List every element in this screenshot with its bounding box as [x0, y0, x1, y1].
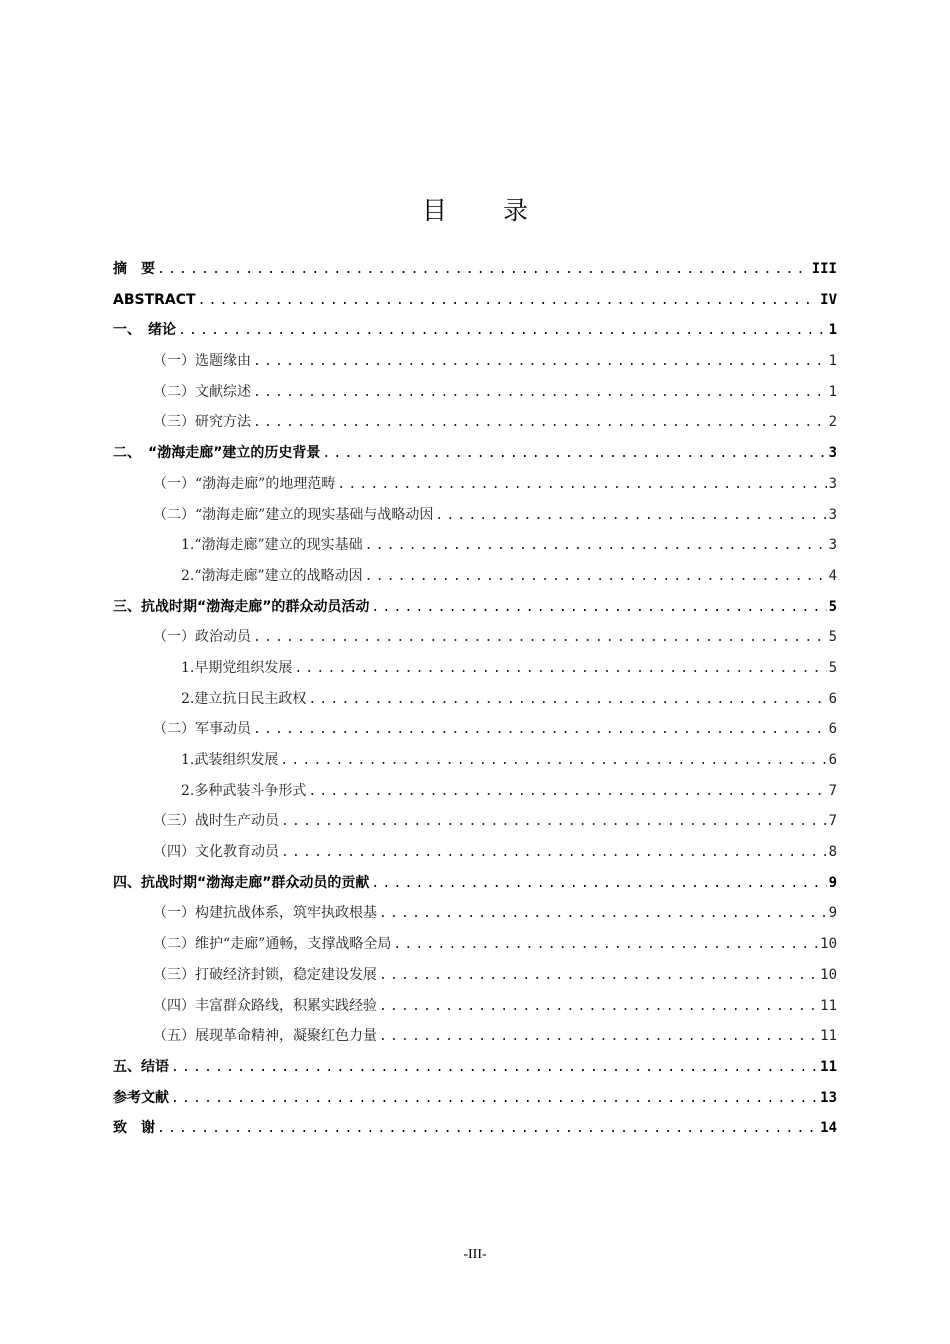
page-title: 目 录	[422, 196, 552, 225]
toc-entry[interactable]	[113, 624, 837, 655]
toc-entry-label: 2.建立抗日民主政权	[181, 690, 307, 707]
toc-leader-dots	[294, 656, 826, 682]
toc-entry[interactable]	[113, 1023, 837, 1054]
toc-entry[interactable]	[113, 686, 837, 717]
toc-leader-dots	[365, 533, 827, 559]
toc-entry-label: 四、抗战时期“渤海走廊”群众动员的贡献	[113, 874, 370, 891]
toc-entry-label: 2.“渤海走廊”建立的战略动因	[181, 567, 363, 584]
toc-entry-page: 5	[828, 659, 837, 676]
toc-entry-label: （三）战时生产动员	[153, 813, 279, 830]
toc-leader-dots	[371, 595, 826, 621]
toc-entry[interactable]	[113, 808, 837, 839]
toc-entry[interactable]	[113, 931, 837, 962]
toc-entry[interactable]	[113, 1115, 837, 1146]
toc-leader-dots	[435, 503, 826, 529]
toc-entry-page: 9	[828, 874, 837, 891]
toc-entry-label: 2.多种武装斗争形式	[181, 782, 307, 799]
toc-entry[interactable]	[113, 440, 837, 471]
toc-leader-dots	[280, 748, 826, 774]
toc-entry-label: （一）政治动员	[153, 629, 251, 646]
toc-entry[interactable]	[113, 716, 837, 747]
toc-leader-dots	[171, 1055, 818, 1081]
toc-entry[interactable]	[113, 563, 837, 594]
toc-entry[interactable]	[113, 471, 837, 502]
toc-entry-label: （二）“渤海走廊”建立的现实基础与战略动因	[153, 506, 434, 523]
toc-entry-page: 14	[820, 1120, 837, 1137]
toc-leader-dots	[253, 625, 827, 651]
toc-entry-page: 1	[828, 322, 837, 339]
toc-leader-dots	[322, 441, 826, 467]
toc-entry[interactable]	[113, 778, 837, 809]
toc-entry-label: （四）丰富群众路线，积累实践经验	[153, 997, 377, 1014]
toc-entry-page: 7	[828, 782, 837, 799]
toc-leader-dots	[253, 380, 827, 406]
toc-entry-label: （二）文献综述	[153, 383, 251, 400]
toc-leader-dots	[253, 349, 827, 375]
toc-leader-dots	[337, 472, 826, 498]
toc-entry-label: 三、抗战时期“渤海走廊”的群众动员活动	[113, 598, 370, 615]
toc-entry[interactable]	[113, 962, 837, 993]
toc-entry-page: 5	[828, 629, 837, 646]
toc-entry-page: III	[811, 261, 837, 277]
toc-entry-label: ABSTRACT	[113, 291, 196, 308]
toc-entry-page: 11	[820, 1028, 837, 1045]
toc-leader-dots	[281, 840, 827, 866]
toc-leader-dots	[379, 963, 818, 989]
toc-entry-label: （一）选题缘由	[153, 353, 251, 370]
toc-entry-label: 参考文献	[113, 1089, 169, 1106]
toc-entry-page: 13	[820, 1089, 837, 1106]
toc-entry[interactable]	[113, 256, 837, 287]
toc-entry[interactable]	[113, 1054, 837, 1085]
toc-entry-page: 4	[828, 567, 837, 584]
toc-leader-dots	[379, 994, 818, 1020]
page-number-footer: -III-	[463, 1247, 487, 1262]
toc-entry-label: （二）维护“走廊”通畅，支撑战略全局	[153, 936, 392, 953]
toc-entry[interactable]	[113, 317, 837, 348]
toc-entry-label: 1.武装组织发展	[181, 752, 279, 768]
toc-entry-page: 5	[828, 598, 837, 615]
toc-entry-page: 9	[828, 905, 837, 922]
toc-leader-dots	[308, 687, 826, 713]
toc-entry[interactable]	[113, 532, 837, 563]
toc-entry-page: 3	[828, 537, 837, 554]
toc-entry-page: 6	[828, 752, 837, 768]
toc-leader-dots	[393, 932, 818, 958]
toc-entry-page: 3	[828, 506, 837, 523]
toc-entry-label: （五）展现革命精神，凝聚红色力量	[153, 1028, 377, 1045]
toc-entry-page: 11	[820, 1058, 837, 1075]
toc-leader-dots	[308, 779, 826, 805]
toc-entry-label: 1.“渤海走廊”建立的现实基础	[181, 537, 363, 554]
toc-entry[interactable]	[113, 655, 837, 686]
toc-entry-page: 8	[828, 844, 837, 861]
toc-entry-page: 1	[828, 353, 837, 370]
toc-leader-dots	[379, 1024, 818, 1050]
toc-entry-page: 6	[828, 690, 837, 707]
toc-entry-page: 6	[828, 721, 837, 738]
toc-entry-label: 五、结语	[113, 1058, 169, 1075]
toc-leader-dots	[253, 717, 827, 743]
toc-entry-label: （三）打破经济封锁，稳定建设发展	[153, 966, 377, 983]
toc-leader-dots	[379, 901, 827, 927]
toc-entry[interactable]	[113, 993, 837, 1024]
toc-entry-label: （三）研究方法	[153, 414, 251, 431]
toc-leader-dots	[157, 1116, 818, 1142]
toc-entry-label: 1.早期党组织发展	[181, 659, 293, 676]
toc-entry[interactable]	[113, 594, 837, 625]
toc-entry-label: （二）军事动员	[153, 721, 251, 738]
toc-leader-dots	[371, 871, 826, 897]
toc-entry-page: 2	[828, 414, 837, 431]
toc-leader-dots	[365, 564, 827, 590]
toc-entry[interactable]	[113, 747, 837, 778]
toc-entry-label: （四）文化教育动员	[153, 844, 279, 861]
toc-leader-dots	[281, 809, 827, 835]
toc-entry-page: 1	[828, 383, 837, 400]
toc-entry[interactable]	[113, 379, 837, 410]
toc-entry[interactable]	[113, 839, 837, 870]
toc-entry-page: 10	[820, 936, 837, 953]
toc-leader-dots	[198, 288, 819, 314]
toc-entry[interactable]	[113, 1085, 837, 1116]
toc-entry-label: （一）构建抗战体系，筑牢执政根基	[153, 905, 377, 922]
toc-entry-page: 3	[828, 445, 837, 462]
toc-entry[interactable]	[113, 900, 837, 931]
toc-leader-dots	[171, 1086, 818, 1112]
toc-entry[interactable]	[113, 409, 837, 440]
toc-entry[interactable]	[113, 287, 837, 318]
toc-entry-page: 3	[828, 475, 837, 492]
toc-entry[interactable]	[113, 870, 837, 901]
toc-leader-dots	[253, 410, 827, 436]
toc-entry-page: 7	[828, 813, 837, 830]
toc-entry-page: 10	[820, 966, 837, 983]
toc-entry-label: 二、 “渤海走廊”建立的历史背景	[113, 445, 321, 462]
toc-entry[interactable]	[113, 348, 837, 379]
toc-entry-label: 摘 要	[113, 261, 155, 277]
toc-leader-dots	[178, 318, 827, 344]
toc-entry-label: （一）“渤海走廊”的地理范畴	[153, 475, 336, 492]
toc-entry-page: IV	[820, 291, 837, 308]
toc-leader-dots	[157, 257, 810, 283]
toc-entry-page: 11	[820, 997, 837, 1014]
toc-entry[interactable]	[113, 502, 837, 533]
toc-entry-label: 一、 绪论	[113, 322, 176, 339]
table-of-contents	[113, 256, 837, 1146]
toc-entry-label: 致 谢	[113, 1120, 155, 1137]
